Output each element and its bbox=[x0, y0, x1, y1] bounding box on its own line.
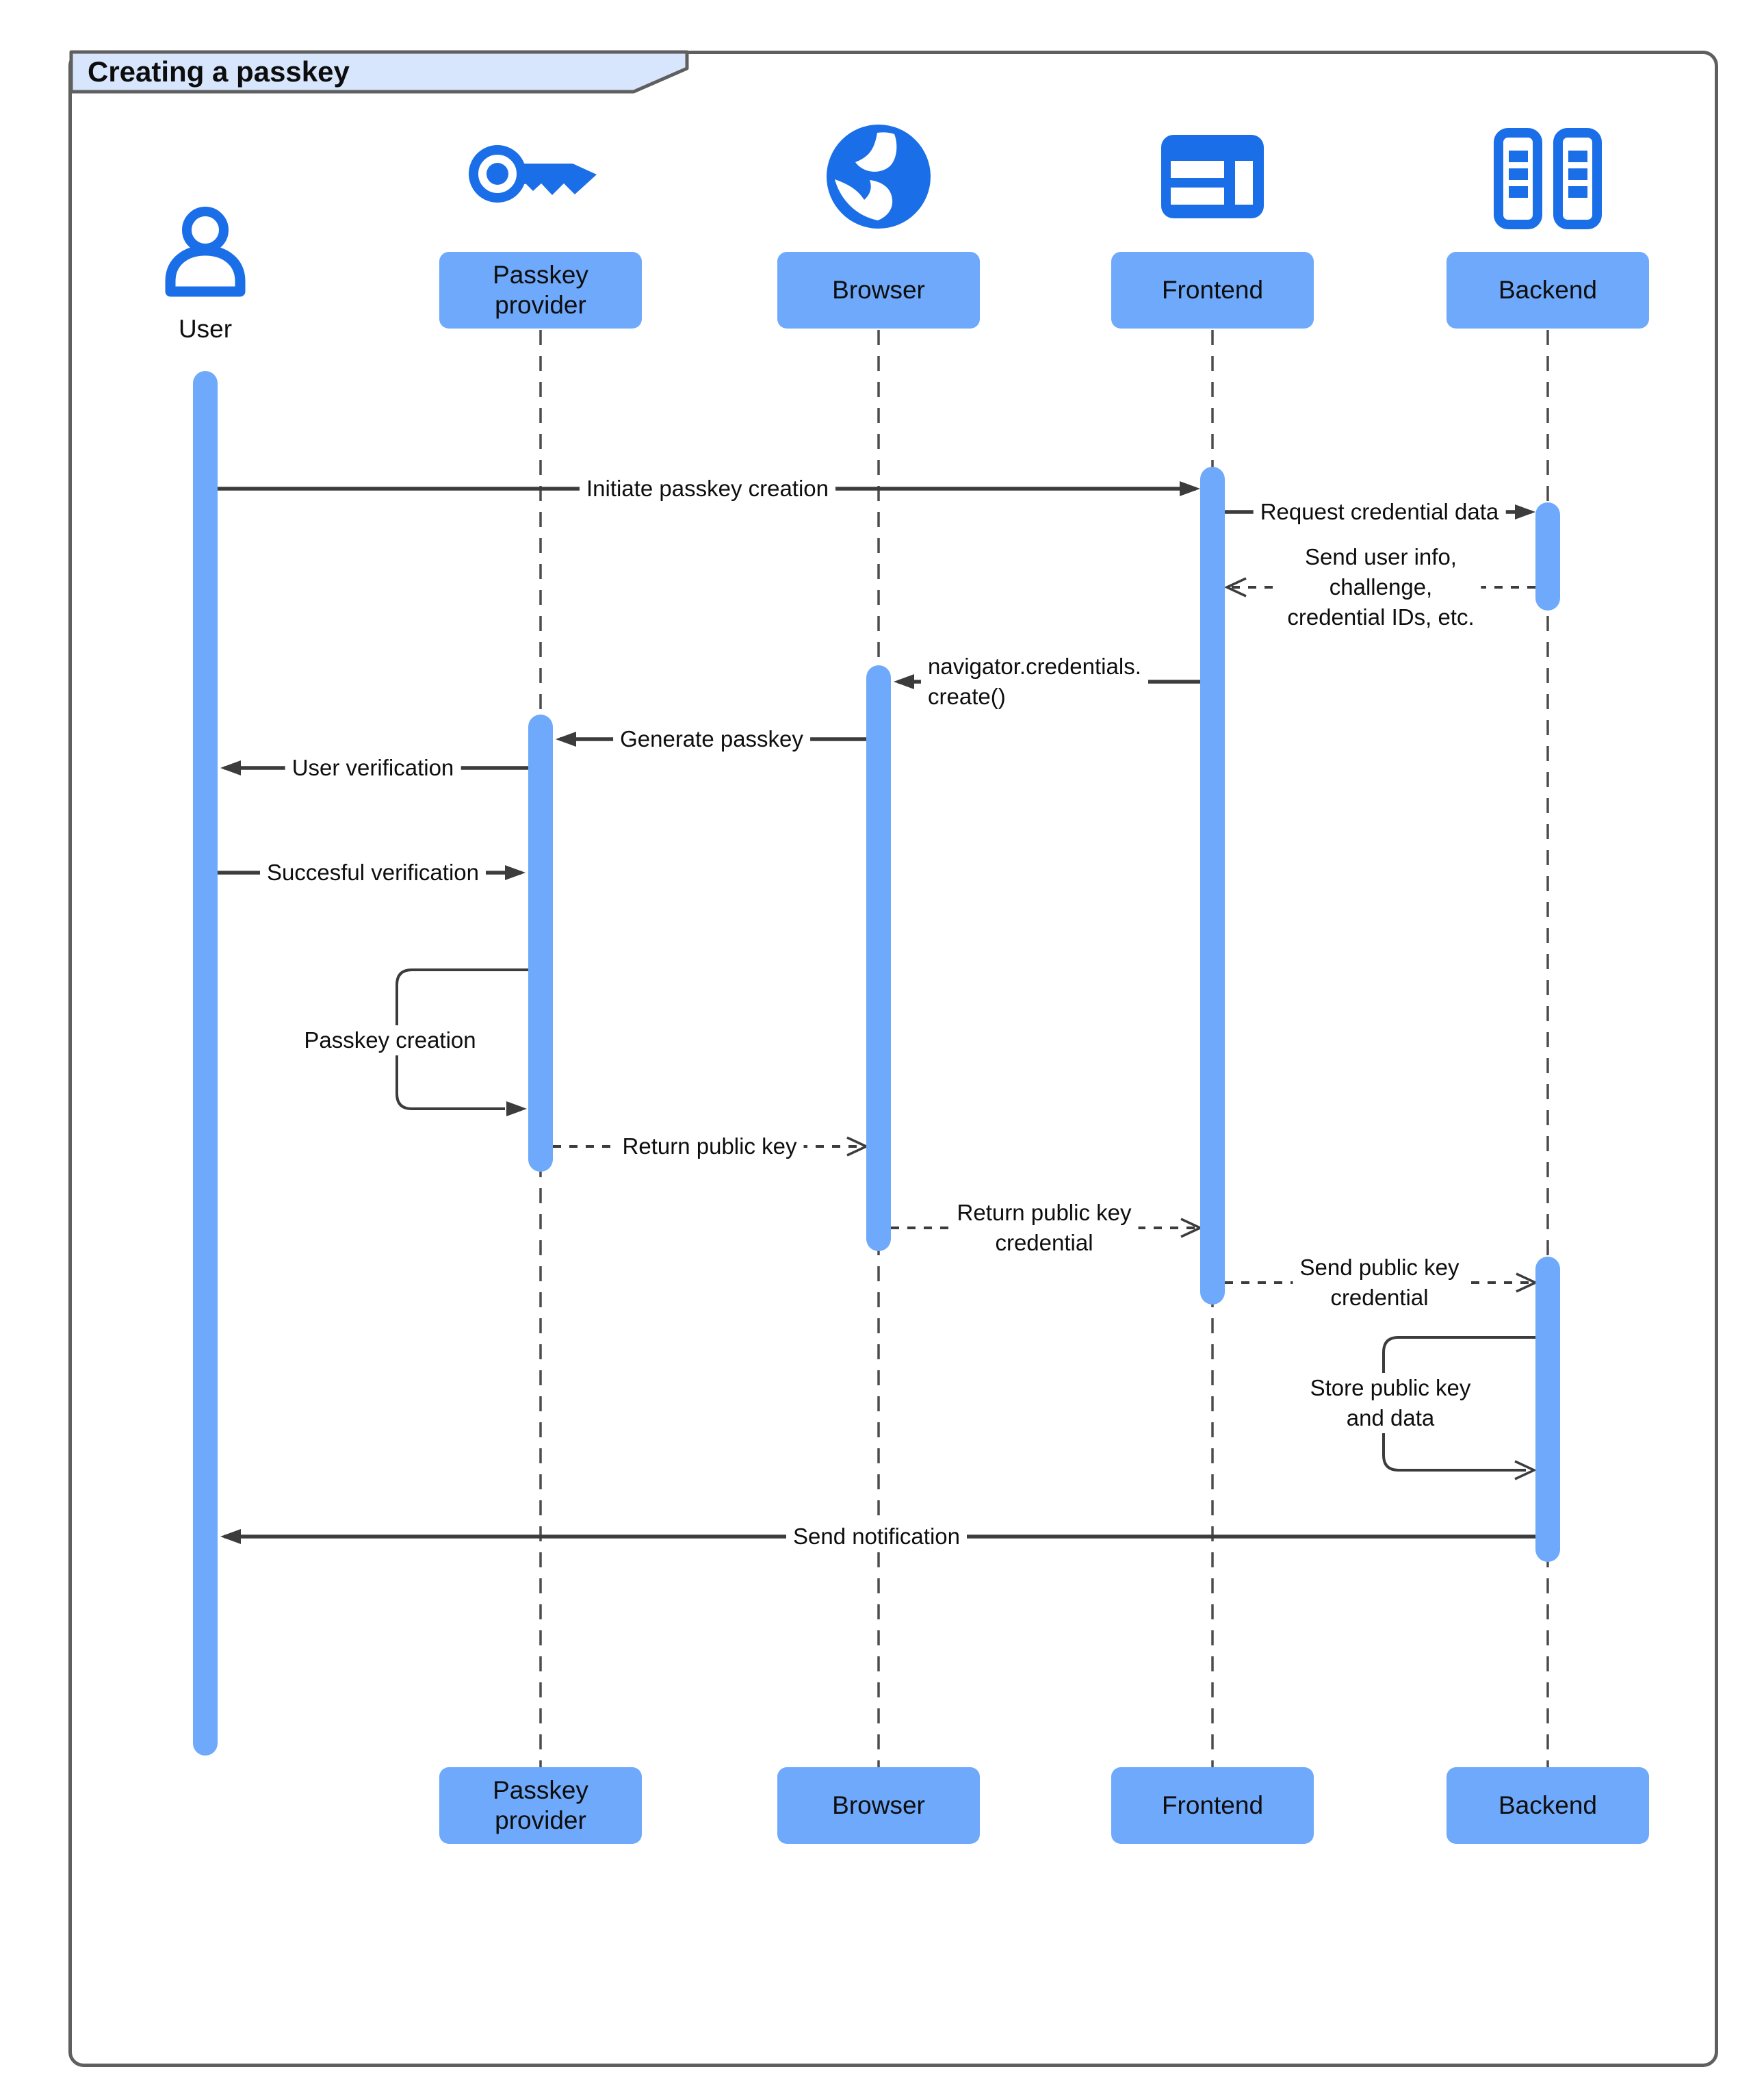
actor-box-frontend-top: Frontend bbox=[1111, 252, 1314, 329]
message-label-return-public-key-credential: Return public key credential bbox=[950, 1198, 1139, 1258]
message-label-send-public-key-credential: Send public key credential bbox=[1293, 1253, 1466, 1313]
message-label-send-user-info: Send user info, challenge, credential IDs, etc. bbox=[1280, 542, 1481, 632]
window-icon bbox=[1161, 135, 1264, 218]
actor-box-passkey-provider-bottom: Passkey provider bbox=[439, 1767, 642, 1844]
message-label-send-notification: Send notification bbox=[786, 1521, 967, 1552]
server-icon bbox=[1493, 127, 1603, 230]
key-icon bbox=[462, 129, 619, 224]
message-label-initiate: Initiate passkey creation bbox=[580, 474, 835, 504]
activation-bar-backend-2 bbox=[1535, 1257, 1560, 1562]
activation-bar-backend-1 bbox=[1535, 502, 1560, 611]
actor-box-browser-bottom: Browser bbox=[777, 1767, 980, 1844]
actor-box-frontend-bottom: Frontend bbox=[1111, 1767, 1314, 1844]
message-label-request-credential: Request credential data bbox=[1254, 497, 1506, 527]
globe-icon bbox=[825, 123, 932, 230]
actor-box-browser-top: Browser bbox=[777, 252, 980, 329]
actor-label-user: User bbox=[178, 315, 233, 343]
activation-bar-user bbox=[193, 371, 218, 1756]
actor-box-backend-bottom: Backend bbox=[1447, 1767, 1649, 1844]
message-label-succesful-verification: Succesful verification bbox=[260, 858, 486, 888]
activation-bar-browser bbox=[866, 665, 891, 1251]
actor-box-passkey-provider-top: Passkey provider bbox=[439, 252, 642, 329]
message-label-navigator-create: navigator.credentials. create() bbox=[921, 652, 1148, 712]
person-icon bbox=[157, 200, 253, 303]
message-label-store-public-key: Store public key and data bbox=[1303, 1373, 1478, 1433]
activation-bar-frontend bbox=[1200, 467, 1225, 1305]
activation-bar-passkey-provider bbox=[528, 715, 553, 1172]
diagram-title: Creating a passkey bbox=[88, 55, 350, 88]
message-label-generate-passkey: Generate passkey bbox=[613, 724, 810, 754]
message-label-user-verification: User verification bbox=[285, 753, 461, 783]
actor-box-backend-top: Backend bbox=[1447, 252, 1649, 329]
message-label-passkey-creation: Passkey creation bbox=[297, 1025, 482, 1055]
message-label-return-public-key: Return public key bbox=[616, 1131, 804, 1161]
